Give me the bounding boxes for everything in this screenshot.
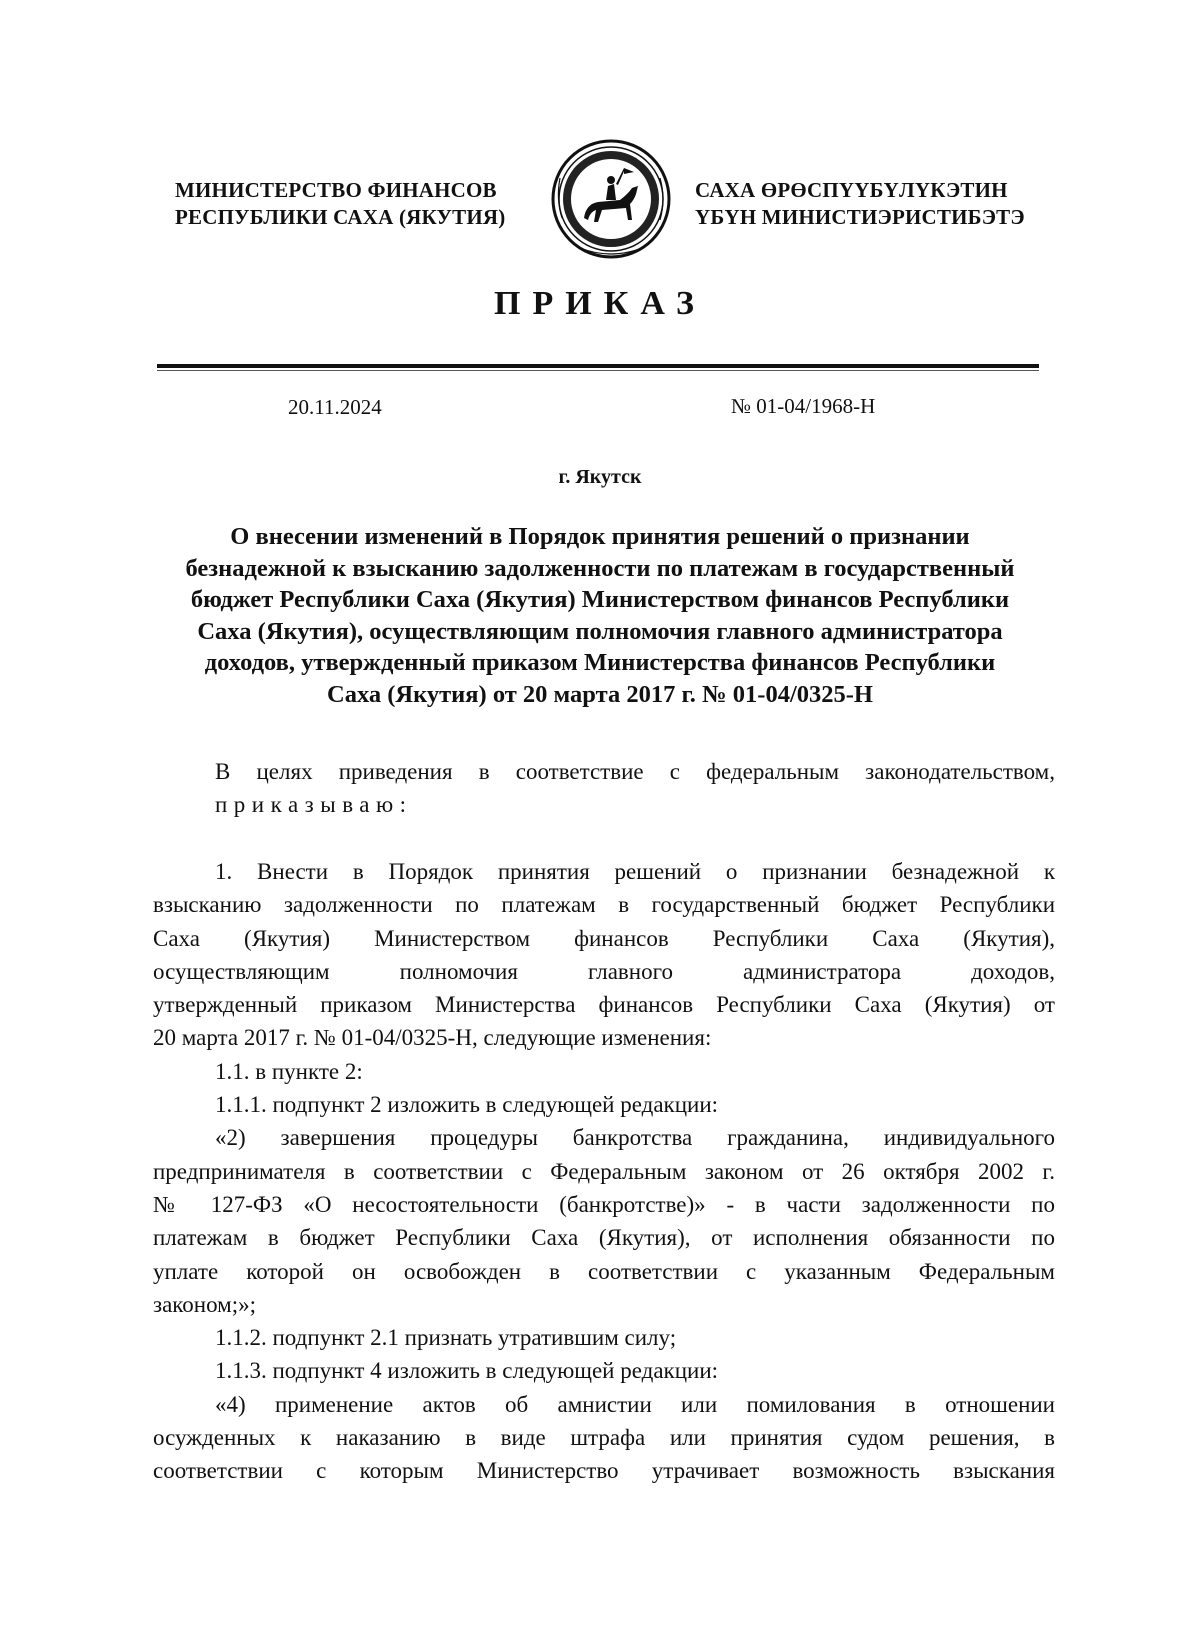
item-1-line: 1. Внести в Порядок принятия решений о признании безнадежной к xyxy=(215,859,1055,884)
item-1-line: осуществляющим полномочия главного администратора доходов, xyxy=(153,958,1055,984)
quote-2-line: № 127-ФЗ «О несостоятельности (банкротстве)» - в части задолженности по xyxy=(153,1191,1055,1217)
order-verb: приказываю: xyxy=(215,792,413,818)
subject-line: бюджет Республики Саха (Якутия) Министерством финансов Республики xyxy=(190,586,1010,613)
ministry-ru-line-2: РЕСПУБЛИКИ САХА (ЯКУТИЯ) xyxy=(175,205,506,229)
ministry-ru-line-1: МИНИСТЕРСТВО ФИНАНСОВ xyxy=(175,178,497,202)
preamble xyxy=(153,755,1055,822)
subject-line: доходов, утвержденный приказом Министерства финансов Республики xyxy=(204,649,996,676)
quote-2-line: «2) завершения процедуры банкротства гражданина, индивидуального xyxy=(215,1125,1055,1151)
item-1-1-1: 1.1.1. подпункт 2 изложить в следующей редакции: xyxy=(215,1092,719,1118)
order-items xyxy=(153,855,1055,1488)
subject-line: безнадежной к взысканию задолженности по платежам в государственный xyxy=(185,554,1015,582)
quote-subitem-2 xyxy=(153,1121,1055,1321)
document-type-title: ПРИКАЗ xyxy=(494,285,706,322)
subject-line: Саха (Якутия), осуществляющим полномочия главного администратора xyxy=(197,617,1003,645)
item-1-line: Саха (Якутия) Министерством финансов Республики Саха (Якутия), xyxy=(153,925,1055,951)
header-divider-thin xyxy=(157,370,1039,371)
header-divider xyxy=(157,364,1039,368)
ministry-name-ru xyxy=(175,177,505,231)
quote-2-line: предпринимателя в соответствии с Федеральным законом от 26 октября 2002 г. xyxy=(153,1158,1055,1184)
subject-line: Саха (Якутия) от 20 марта 2017 г. № 01-04/0325-Н xyxy=(327,680,873,708)
quote-2-line: законом;»; xyxy=(153,1291,257,1317)
quote-4-line: осужденных к наказанию в виде штрафа или принятия судом решения, в xyxy=(153,1425,1055,1451)
item-1-line: 20 марта 2017 г. № 01-04/0325-Н, следующие изменения: xyxy=(153,1025,712,1051)
subject-line: О внесении изменений в Порядок принятия решений о признании xyxy=(230,523,970,550)
quote-2-line: уплате которой он освобожден в соответствии с указанным Федеральным xyxy=(153,1258,1055,1284)
item-1-1-3: 1.1.3. подпункт 4 изложить в следующей редакции: xyxy=(215,1358,719,1384)
city: г. Якутск xyxy=(558,466,642,488)
preamble-line: В целях приведения в соответствие с федеральным законодательством, xyxy=(215,759,1055,784)
order-subject xyxy=(160,521,1040,710)
item-1-1: 1.1. в пункте 2: xyxy=(215,1058,363,1084)
item-1-1-2: 1.1.2. подпункт 2.1 признать утратившим силу; xyxy=(215,1325,677,1351)
coat-of-arms-emblem xyxy=(550,138,672,260)
order-number: № 01-04/1968-Н xyxy=(731,394,876,418)
ministry-name-sakha xyxy=(695,177,1025,231)
quote-4-line: «4) применение актов об амнистии или помилования в отношении xyxy=(215,1391,1055,1417)
ministry-sakha-line-2: ҮБҮН МИНИСТИЭРИСТИБЭТЭ xyxy=(695,205,1025,229)
item-1-line: утвержденный приказом Министерства финансов Республики Саха (Якутия) от xyxy=(153,992,1055,1018)
item-1-line: взысканию задолженности по платежам в государственный бюджет Республики xyxy=(153,892,1055,918)
order-date: 20.11.2024 xyxy=(288,395,382,419)
quote-2-line: платежам в бюджет Республики Саха (Якутия), от исполнения обязанности по xyxy=(153,1225,1055,1251)
quote-subitem-4 xyxy=(153,1388,1055,1488)
item-1 xyxy=(153,855,1055,1055)
ministry-sakha-line-1: САХА ӨРӨСПҮҮБҮЛҮКЭТИН xyxy=(695,178,1008,202)
quote-4-line: соответствии с которым Министерство утрачивает возможность взыскания xyxy=(153,1458,1055,1484)
